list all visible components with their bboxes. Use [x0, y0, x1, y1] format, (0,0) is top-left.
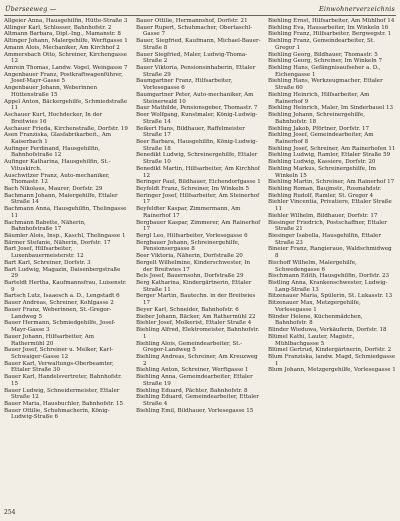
column-2	[136, 18, 261, 414]
directory-entry: Bergelt Wilhelmine, Kinderschwester, In der Breitwies 17	[136, 259, 251, 273]
directory-entry: Biehling Alfred, Elektromeister, Bahnhofstr. 1	[136, 327, 260, 340]
directory-entry: Biehling Emil, Bildhauer, Vorlesegasse 15	[136, 407, 254, 414]
directory-entry: Auschwitzer Franz, Auto-mechaniker, Thomastr. 12	[4, 172, 110, 186]
directory-entry: Angenbauer Johann, Weberinnen Hüttenstraße 15	[4, 85, 98, 98]
directory-entry: Appel Anton, Bäckergehilfe, Schmiedstraße 11	[4, 98, 128, 112]
directory-entry: Berg Katharina, Kindergärtnerin, Ettaler Straße 11	[136, 280, 252, 293]
directory-entry: Bauer Karl, Handelsvertreter, Bahnhofstr. 15	[4, 374, 122, 387]
directory-entry: Aufinger Katharina, Hausgehilfin, St.-Vituskirch.	[4, 159, 111, 172]
directory-entry: Biehling Eduard, Pächter, Bahnhofstr. 8	[136, 387, 248, 394]
directory-entry: Biehling Johann, Schreinergehilfe, Bahnhofstr. 18	[268, 112, 366, 125]
directory-entry: Biesinger Friedrich, Postschaffner, Ettaler Straße 21	[268, 219, 387, 233]
directory-entry: Biehler Wilhelm, Bildhauer, Dorfstr. 17	[268, 212, 378, 219]
page-number: 254	[4, 509, 16, 516]
directory-entry: Bauer Hermann, Schmiedgehilfe, Josef-Mayr-Gasse 3	[4, 320, 116, 334]
directory-entry: Biehling Eva, Hausarbeiter, Im Winkeln 16	[268, 24, 389, 31]
directory-entry: Biehling Heinrich, Hilfsarbeiter, Am Rainerhof 9	[268, 91, 370, 105]
directory-entry: Baumgartner Franz, Hilfsarbeiter, Vorlesegasse 6	[136, 78, 233, 92]
directory-entry: Biesinger Isabella, Hausgehilfin, Ettaler Straße 23	[268, 233, 381, 246]
directory-entry: Beer Viktoria, Näherin, Dorfstraße 20	[136, 253, 243, 260]
directory-entry: Bauer Josef, Schreiner u. Melker, Karl-Schwaiger-Gasse 12	[4, 347, 113, 360]
directory-entry: Biehling Markus, Schreinergehilfe, Im Winkeln 15	[268, 165, 377, 179]
directory-entry: Bauer Johann, Hilfsarbeiter, Am Rathermühl 20	[4, 333, 94, 347]
directory-entry: Bauer Karl, Verwaltungs-Oberbeamter, Ettaler Straße 30	[4, 360, 114, 374]
directory-entry: Bergbauer Kaspar, Zimmerer, Am Rainerhof 17	[136, 219, 261, 233]
directory-entry: Blümel Kathi, Lauter, Magistr., Mühlbachgasse 5	[268, 333, 355, 347]
directory-entry: Ammersbach Otto, Schreiner, Kirchengasse 12	[4, 51, 128, 65]
directory-entry: Beyfeldter Kaspar, Zimmermann, Am Rainerhof 17	[136, 206, 241, 219]
directory-entry: Biehler Josef, Molkerist, Ettaler Straße 4	[136, 320, 252, 327]
directory-entry: Bistling Anna, Krankenschwester, Ludwig-Lang-Straße 13	[268, 280, 388, 293]
directory-entry: Bauer Rupert, Schuhmacher, Obertaschl-Gasse 7	[136, 24, 253, 38]
directory-entry: Biehling Roman, Baujmstr., Rosmahdstr.	[268, 185, 382, 192]
directory-entry: Bischoff Wilhelm, Malergehilfe, Schwedengasse 6	[268, 259, 357, 273]
directory-entry: Biehling Martin, Schreiner, Am Rainerhof 17	[268, 179, 395, 186]
directory-entry: Bels Josef, Bauernsohn, Dorfstraße 29	[136, 273, 244, 280]
directory-entry: Beer Wolfgang, Kunstmaler, König-Ludwig-Straße 14	[136, 112, 258, 125]
directory-entry: Biehling Alois, Gemeindearbeiter, St.-Gregor-Landweg 5	[136, 340, 243, 354]
header-rule	[4, 15, 396, 16]
directory-entry: Blümel Gertrud, Kindergärtnerin, Dorfstr. 2	[268, 347, 392, 354]
directory-entry: Bauer Franz, Weberinnen, St.-Gregor-Landweg 5	[4, 306, 112, 320]
directory-entry: Bauer Maria, Hausbuchler, Bahnhofstr. 15	[4, 400, 124, 407]
directory-entry: Biehling Heinrich, Maler, Im Sinderbauel 13	[268, 105, 394, 112]
directory-entry: Blinder Wieduwa, Verkäuferin, Dorfstr. 18	[268, 327, 387, 334]
directory-entry: Bärmer Stefanie, Näherin, Dorfstr. 17	[4, 239, 111, 246]
directory-entry: Biehling Ludwig, Ramler, Ettaler Straße 59	[268, 152, 391, 159]
directory-entry: Benedikt Martin, Hilfsarbeiter, Am Kirchhof 12	[136, 165, 260, 179]
directory-entry: Bauer Andreas, Schreiner, Kohlgasse 2	[4, 300, 114, 307]
directory-entry: Baumgartner Peter, Auto-mechaniker, Am Steinerwald 10	[136, 91, 254, 105]
directory-entry: Biehling Hans, Werkzeugmacher, Ettaler Straße 60	[268, 78, 383, 92]
directory-entry: Biehling Josef, Gemeindearbeiter, Am Rainerhof 8	[268, 132, 374, 145]
directory-entry: Biehling Jakob, Pförtner, Dorfstr. 17	[268, 125, 370, 132]
directory-entry: Biehling Ernst, Hilfsarbeiter, Am Mühlhof 14	[268, 18, 395, 24]
directory-entry: Biehling Anna, Gemeindearbeiter, Ettaler Straße 19	[136, 374, 253, 387]
header-left: Überseeweg —	[5, 5, 57, 13]
directory-entry: Bischmann Edith, Hausgehilfin, Dorfstr. 23	[268, 273, 390, 280]
directory-entry: Barteldt Hertha, Kaufmannsfrau, Luisenstr. 9	[4, 280, 127, 293]
directory-entry: Beyer Karl, Schneider, Bahnhofstr. 6	[136, 306, 239, 313]
directory-entry: Bart Josef, Hilfsarbeiter, Luxenbauermeisterstr. 12	[4, 246, 84, 260]
directory-entry: Bergbauer Johann, Schreinergehilfe, Pensionsergasse 8	[136, 239, 240, 253]
directory-entry: Bart Ludwig, Magazin, Daisenbergstraße 29	[4, 266, 121, 280]
directory-entry: Bitzenauer Max, Metzgergehilfe, Vorlesegasse 1	[268, 300, 361, 313]
directory-entry: Beer Barbara, Hausgehilfin, König-Ludwig-Straße 18	[136, 138, 258, 152]
directory-entry: Amann Alois, Mechaniker, Am Kirchhof 2	[4, 44, 120, 51]
directory-entry: Berger Martin, Bautechn. in der Breitwies 17	[136, 293, 256, 307]
directory-entry: Biehling Ludwig, Kassiere, Dorfstr. 20	[268, 159, 376, 166]
directory-entry: Bäumler Alois, Insp., Kaschl, Thelingasse 1	[4, 233, 126, 239]
directory-entry: Benedikt Ludwig, Schreinergehilfe, Ettaler Straße 10	[136, 152, 258, 166]
directory-entry: Blinder Helene, Küchenmädchen, Bahnhofstr. 8	[268, 313, 363, 327]
directory-entry: Aufinger Ferdinand, Hausgehilfin, Bahnhofstraße 12	[4, 145, 100, 159]
directory-entry: Beyfeldt Franz, Schreiner, Im Winkeln 5	[136, 185, 250, 192]
directory-entry: Biehling Franz, Hilfsarbeiter, Bergwegstr. 1	[268, 31, 392, 38]
directory-entry: Biehling Andreas, Schreiner, Am Kreuzweg 2	[136, 353, 258, 367]
column-1	[4, 18, 129, 421]
directory-entry: Altinger Johann, Malergehilfe, Werftgasse 1	[4, 38, 128, 45]
directory-entry: Biehling Hans, Gefängnisaufseher a. D., Eichengasse 1	[268, 65, 381, 78]
directory-entry: Bauer Ludwig, Schneidermeister, Ettaler Straße 12	[4, 387, 120, 401]
directory-entry: Asen Franziska, Glasfabrikarbeit., Am Kaiserbach 1	[4, 132, 111, 145]
directory-entry: Biehler Vincentia, Privatiere, Ettaler Straße 11	[268, 199, 392, 213]
directory-entry: Bachmann Anna, Hausgehilfin, Thelingasse 11	[4, 206, 127, 219]
directory-entry: Bineier Franz, Rangieraue, Waldschmidweg 8	[268, 246, 392, 260]
column-3	[268, 18, 396, 374]
directory-entry: Bauer Viktoria, Pensionsinhaberin, Ettaler Straße 29	[136, 65, 256, 78]
directory-entry: Bart Karl, Schreiner, Dorfstr. 3	[4, 259, 91, 266]
directory-entry: Aschauer Kurt, Hochdecker, In der Breitwies 16	[4, 112, 103, 125]
directory-entry: Biehling Franz, Gemeindearbeiter, St. Gregor 1	[268, 38, 375, 51]
directory-entry: Bauer Siegfried, Maler, Ludwig-Thoma-Straße 2	[136, 51, 248, 65]
directory-entry: Biehling Georg, Bildhauer, Thomastr. 5	[268, 51, 378, 58]
directory-entry: Bauer Ottilie, Hermannshof, Dorfstr. 21	[136, 18, 248, 24]
directory-entry: Bauer, Siegfried, Kaufmann, Michael-Bauer-Straße 8	[136, 38, 261, 51]
running-header	[5, 3, 395, 15]
directory-entry: Bachmann Babette, Näherin, Bahnhofstraße 17	[4, 219, 86, 233]
directory-entry: Allgeier Anna, Hausgehilfin, Hütte-Straße 3	[4, 18, 128, 24]
directory-entry: Biehling Georg, Schreiner, Im Winkeln 7	[268, 58, 382, 65]
directory-entry: Biehling Josef, Schreiner, Am Rainerhofen 11	[268, 145, 396, 152]
directory-entry: Allinger Karl, Schlosser, Bahnhofstr. 2	[4, 24, 112, 31]
directory-entry: Bergl Leo, Hilfsarbeiter, Vorlesegasse 6	[136, 233, 248, 239]
directory-entry: Baur Mathilde, Pensionsgeber, Thomastr. 7	[136, 105, 258, 112]
directory-entry: Beringer Josef, Hilfsarbeiter, Am Steinerhof 17	[136, 192, 260, 206]
directory-entry: Angenbauer Franz, Postkraftwagenführer, Josef-Mayr-Gasse 5	[4, 71, 123, 85]
directory-entry: Biehling Eduard, Gemeindearbeiter, Ettaler Straße 4	[136, 394, 259, 407]
directory-entry: Blum Johann, Metzgergehilfe, Vorlesegasse 1	[268, 367, 396, 374]
directory-entry: Bach Nikolaus, Maurer, Dorfstr. 29	[4, 185, 103, 192]
directory-entry: Amrein Thomas, Landw. Vogel, Weingasse 7	[4, 65, 128, 72]
directory-entry: Bieber Johann, Bäcker, Am Rathermühl 22	[136, 313, 256, 320]
directory-entry: Bauer Ottilie, Schuhmacherin, König-Ludwig-Straße 6	[4, 407, 110, 421]
directory-entry: Bachmann Johann, Malergehilfe, Ettaler Straße 14	[4, 192, 118, 206]
directory-entry: Biehling Anton, Schreiner, Werftgasse 1	[136, 367, 249, 374]
directory-entry: Bitzenauer Maria, Spülerin, St. Lukasstr. 13	[268, 293, 393, 300]
header-right: Einwohnerverzeichnis	[319, 5, 395, 13]
directory-entry: Beringer Paul, Bildhauer, Eichendorfgasse 1	[136, 179, 261, 186]
directory-entry: Altmann Barbara, Dipl.-Ing., Mamanstr. 8	[4, 31, 121, 38]
directory-entry: Biehling Rudolf, Ramler, St. Gregor 4	[268, 192, 374, 199]
directory-entry: Beikert Hans, Bildhauer, Raffelmeister Straße 17	[136, 125, 245, 139]
directory-entry: Blum Franziska, landw. Magd, Schmiedgasse 1	[268, 353, 396, 367]
directory-entry: Bartsch Lutz, Isaaesch a. D., Lengstadt 6	[4, 293, 120, 300]
directory-entry: Aschauer Frieda, Kirchenstraße, Dorfstr. 19	[4, 125, 128, 132]
